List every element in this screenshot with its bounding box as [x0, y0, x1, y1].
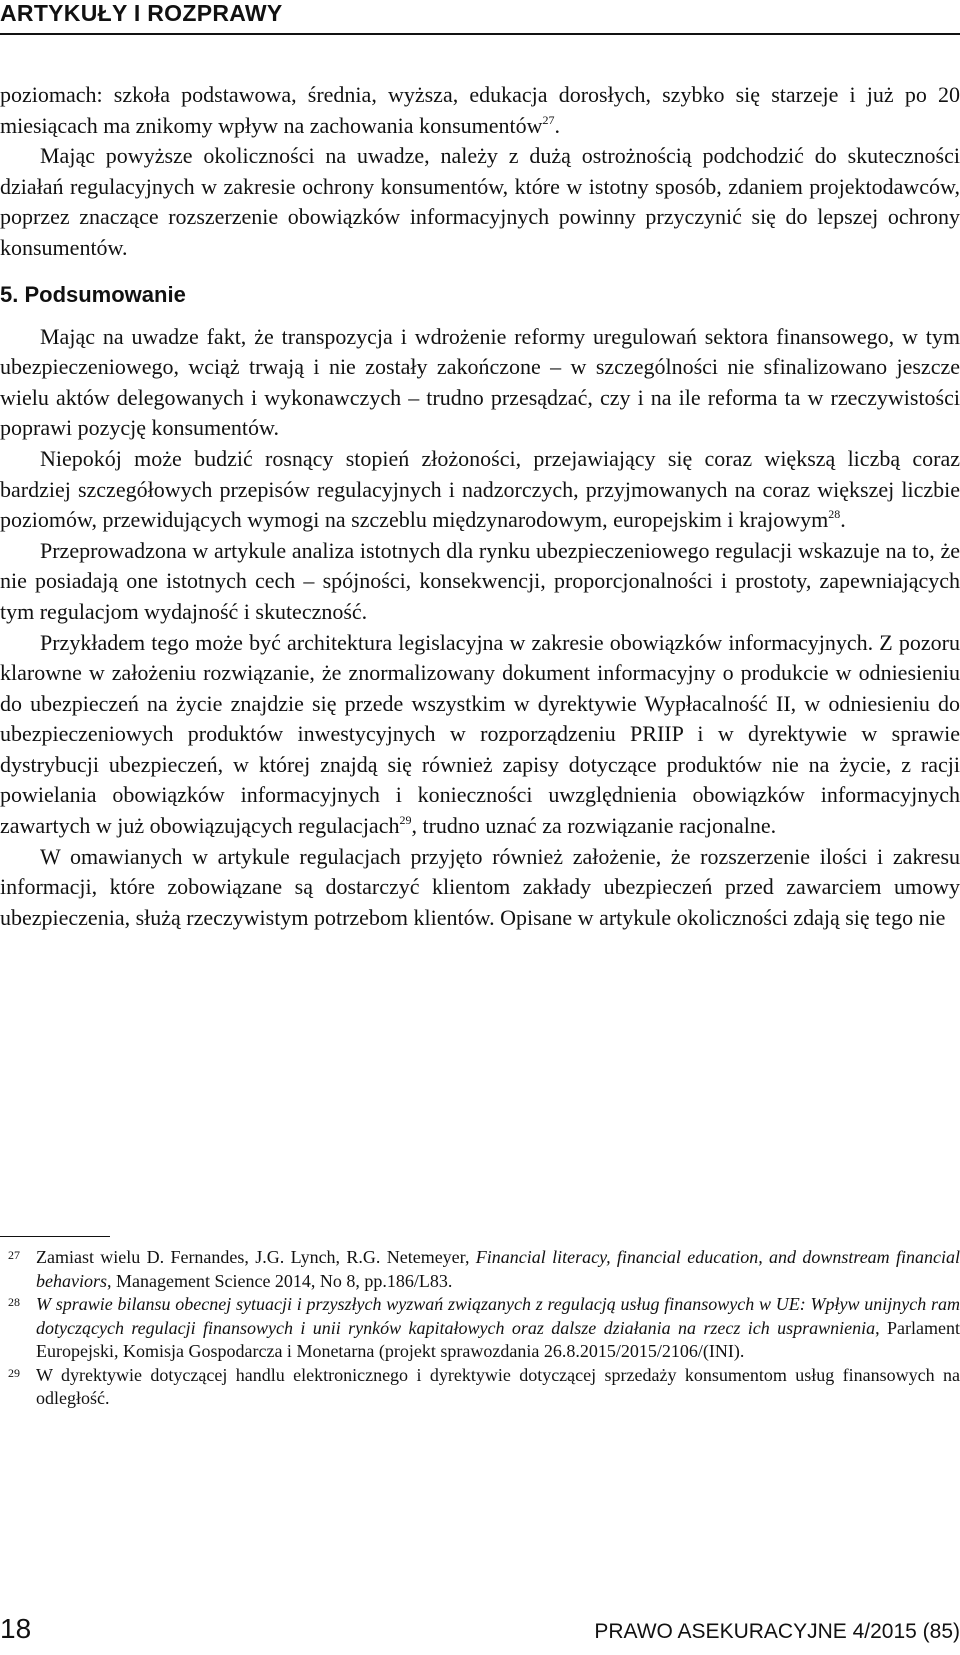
footnote-ref[interactable]: 27: [542, 112, 555, 127]
paragraph: Przykładem tego może być architektura legislacyjna w zakresie obowiązków informacyjnych. Z pozoru klarowne w założeniu rozwiązanie, że znormalizowany dokument informacyjny o produkcie w odniesieniu do ubezpieczeń na życie znajdzie się przede wszystkim w dyrektywie Wypłacalność II, w odniesieniu do ubezpieczeniowych produktów inwestycyjnych w rozporządzeniu PRIIP i w dyrektywie w sprawie dystrybucji ubezpieczeń, w której znajdą się również zapisy dotyczące produktów nie na życie, z racji powielania obowiązków informacyjnych i konieczności uwzględnienia obowiązków informacyjnych zawartych w już obowiązujących regulacjach$^{29}$, trudno uznać za rozwiązanie racjonalne.: [0, 629, 960, 839]
running-header: [0, 0, 960, 26]
footnote-number: 29: [8, 1365, 20, 1380]
footnote: 27 Zamiast wielu D. Fernandes, J.G. Lynch, R.G. Netemeyer, Financial literacy, financial education, and downstream financial behaviors, Management Science 2014, No 8, pp.186/L83.: [0, 1246, 960, 1293]
footnote-number: 28: [8, 1295, 20, 1309]
paragraph: Mając na uwadze fakt, że transpozycja i wdrożenie reformy uregulowań sektora finansowego, w tym ubezpieczeniowego, wciąż trwają i nie zostały zakończone – w szczególności nie sfinalizowano jeszcze wielu aktów delegowanych i wykonawczych – trudno przesądzać, czy i na ile reforma ta w rzeczywistości poprawi pozycję konsumentów.: [0, 323, 960, 441]
footnote: 28 W sprawie bilansu obecnej sytuacji i przyszłych wyzwań związanych z regulacją usług finansowych w UE: Wpływ unijnych ram dotyczących regulacji finansowych i unii rynków kapitałowych oraz dalsze działania na rzecz ich usprawnienia, Parlament Europejski, Komisja Gospodarcza i Monetarna (projekt sprawozdania 26.8.2015/2015/2106/(INI).: [0, 1293, 960, 1364]
section-label: ARTYKUŁY I ROZPRAWY: [0, 0, 283, 26]
footnotes: [0, 1246, 960, 1411]
paragraph: Niepokój może budzić rosnący stopień złożoności, przejawiający się coraz większą liczbą coraz bardziej szczegółowych przepisów regulacyjnych i nadzorczych, przyjmowanych na coraz większej liczbie poziomów, przewidujących wymogi na szczeblu międzynarodowym, europejskim i krajowym$^{28}$.: [0, 445, 960, 533]
paragraph: Mając powyższe okoliczności na uwadze, należy z dużą ostrożnością podchodzić do skuteczności działań regulacyjnych w zakresie ochrony konsumentów, które w istotny sposób, zdaniem projektodawców, poprzez znaczące rozszerzenie obowiązków informacyjnych powinny przyczynić się do lepszej ochrony konsumentów.: [0, 143, 960, 260]
paragraph: Przeprowadzona w artykule analiza istotnych dla rynku ubezpieczeniowego regulacji wskazuje na to, że nie posiadają one istotnych cech – spójności, konsekwencji, proporcjonalności i prostoty, zapewniających tym regulacjom wydajność i skuteczność.: [0, 537, 960, 624]
header-rule: [0, 33, 960, 35]
journal-title: PRAWO ASEKURACYJNE 4/2015 (85): [594, 1620, 960, 1643]
footnote-number: 27: [8, 1248, 20, 1262]
page-footer: [0, 1612, 960, 1646]
paragraph: W omawianych w artykule regulacjach przyjęto również założenie, że rozszerzenie ilości i zakresu informacji, które zobowiązane są dostarczyć klientom zakłady ubezpieczeń przed zawarciem umowy ubezpieczenia, służą rzeczywistym potrzebom klientów. Opisane w artykule okoliczności zdają się tego nie: [0, 843, 960, 930]
section-heading: 5. Podsumowanie: [0, 281, 186, 307]
article-body: [0, 80, 960, 933]
footnote-ref[interactable]: 28: [828, 507, 841, 522]
footnote-ref[interactable]: 29: [399, 813, 412, 828]
page-number: 18: [0, 1613, 32, 1644]
paragraph-continued: poziomach: szkoła podstawowa, średnia, wyższa, edukacja dorosłych, szybko się starzeje i już po 20 miesiącach ma znikomy wpływ na zachowania konsumentów$^{27}$.: [0, 82, 960, 138]
footnote-separator: [0, 1236, 110, 1237]
footnote: 29 W dyrektywie dotyczącej handlu elektronicznego i dyrektywie dotyczącej sprzedaży konsumentom usług finansowych na odległość.: [0, 1364, 960, 1411]
